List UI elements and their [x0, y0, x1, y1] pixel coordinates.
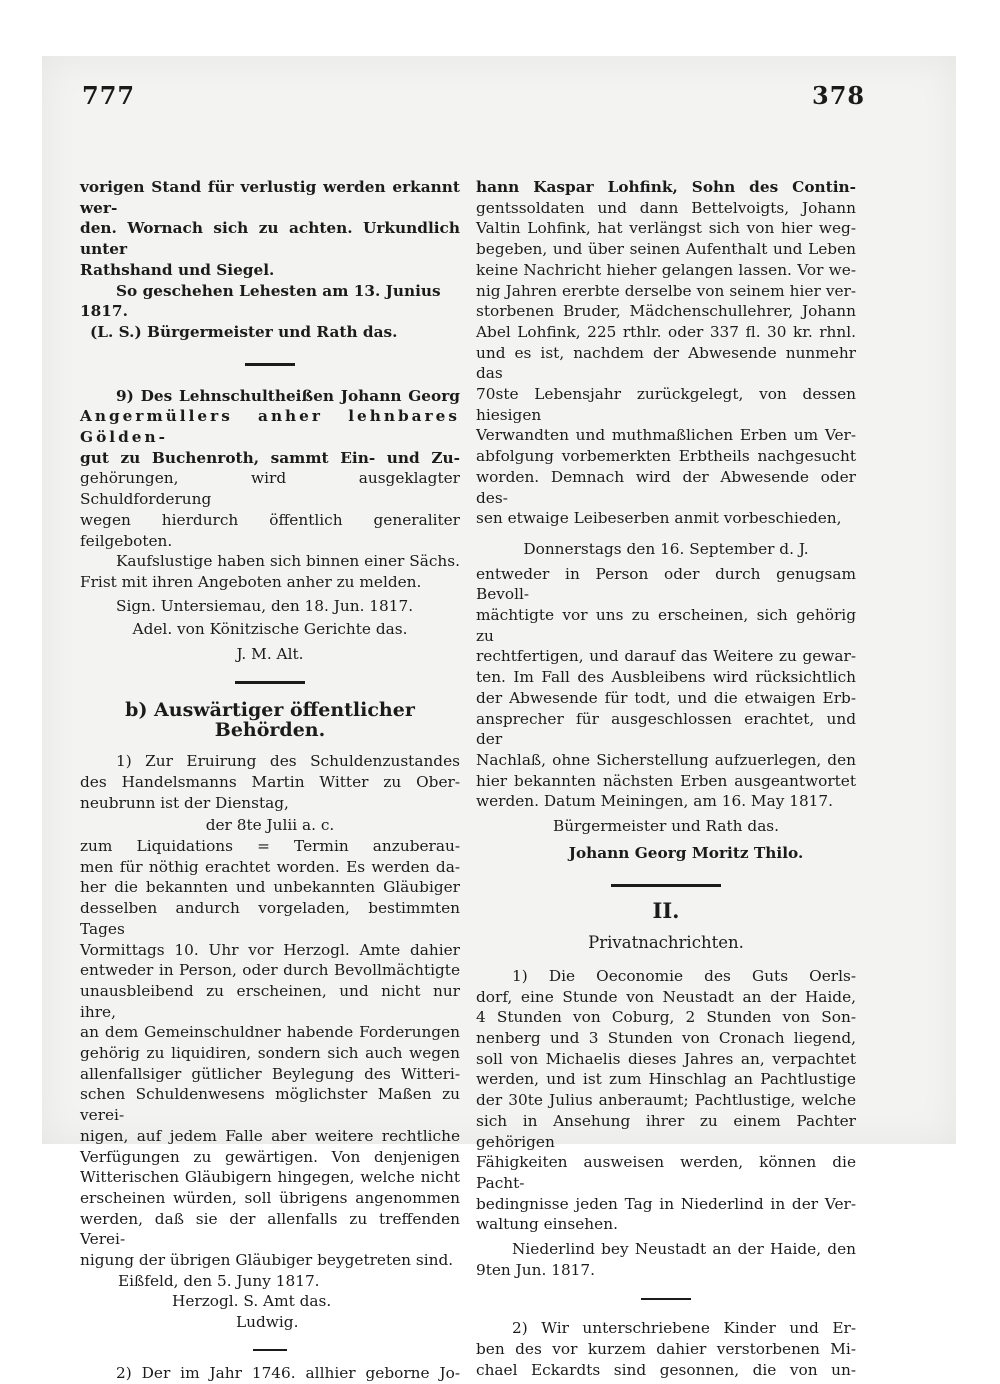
text-line: der 30te Julius anberaumt; Pachtlustige, welche — [476, 1091, 856, 1110]
text-line: Vormittags 10. Uhr vor Herzogl. Amte dahier — [80, 940, 460, 959]
private-notice-1 — [476, 966, 856, 1235]
private-notice-1-place — [476, 1239, 856, 1280]
text-line: 2) Wir unterschriebene Kinder und Er- — [512, 1319, 856, 1338]
text-line: ten. Im Fall des Ausbleibens wird rücksichtlich — [476, 668, 856, 687]
text-line: nigen, auf jedem Falle aber weitere rechtliche — [80, 1126, 460, 1145]
text-line: 9) Des Lehnschultheißen Johann Georg — [116, 386, 460, 405]
text-line: gentssoldaten und dann Bettelvoigts, Johann — [476, 198, 856, 217]
notice-1-date-line: der 8te Julii a. c. — [205, 816, 335, 835]
private-notice-2 — [476, 1318, 856, 1380]
text-line: hier bekannten nächsten Erben ausgeantwortet — [476, 771, 856, 790]
text-line: 1) Die Oeconomie des Guts Oerls- — [512, 966, 856, 985]
notice-1-office: Herzogl. S. Amt das. — [172, 1292, 332, 1311]
notice-9-court: Adel. von Könitzische Gerichte das. — [132, 620, 408, 639]
text-line: keine Nachricht hieher gelangen lassen. Vor we- — [476, 260, 856, 279]
text-line: Angermüllers anher lehnbares Gölden- — [80, 407, 460, 447]
notice-2-signer: Johann Georg Moritz Thilo. — [568, 843, 804, 862]
text-line: gehörig zu liquidiren, sondern sich auch wegen — [80, 1044, 460, 1063]
left-column — [80, 177, 460, 1384]
separator-rule — [235, 681, 305, 684]
text-line: chael Eckardts sind gesonnen, die von un- — [476, 1360, 856, 1379]
text-line: nenberg und 3 Stunden von Cronach liegend, — [476, 1029, 856, 1048]
text-line: der Abwesende für todt, und die etwaigen Erb- — [476, 688, 856, 707]
text-line: zum Liquidations = Termin anzuberau- — [80, 836, 460, 855]
text-line: werden, und ist zum Hinschlag an Pachtlustige — [476, 1070, 856, 1089]
notice-2-body — [476, 564, 856, 812]
text-line: Valtin Lohfink, hat verlängst sich von hier weg- — [476, 219, 856, 238]
text-line: 4 Stunden von Coburg, 2 Stunden von Son- — [476, 1008, 856, 1027]
text-line: 1) Zur Eruirung des Schuldenzustandes — [116, 752, 460, 771]
text-line: wegen hierdurch öffentlich generaliter feilgeboten. — [80, 510, 460, 550]
text-line: nigung der übrigen Gläubiger beygetreten sind. — [80, 1251, 454, 1270]
text-line: Abel Lohfink, 225 rthlr. oder 337 fl. 30 kr. rhnl. — [476, 322, 856, 341]
text-line: Niederlind bey Neustadt an der Haide, den — [512, 1240, 856, 1259]
text-line: entweder in Person oder durch genugsam Bevoll- — [476, 564, 856, 604]
notice-1-body — [80, 836, 460, 1271]
notice-9-place-date: Sign. Untersiemau, den 18. Jun. 1817. — [116, 596, 414, 615]
text-line: ben des vor kurzem dahier verstorbenen Mi- — [476, 1340, 856, 1359]
section-roman-numeral: II. — [652, 897, 680, 923]
text-line: werden, daß sie der allenfalls zu treffenden Verei- — [80, 1209, 460, 1249]
text-line: her die bekannten und unbekannten Gläubiger — [80, 878, 460, 897]
intro-date-line: So geschehen Lehesten am 13. Junius 1817. — [80, 281, 441, 321]
notice-1-signer: Ludwig. — [236, 1313, 299, 1332]
text-line: Witterischen Gläubigern hingegen, welche nicht — [80, 1168, 460, 1187]
text-line: sich in Ansehung ihrer zu einem Pachter gehörigen — [476, 1111, 856, 1151]
separator-rule — [641, 1298, 691, 1300]
text-line: erscheinen würden, soll übrigens angenommen — [80, 1188, 460, 1207]
text-line: bedingnisse jeden Tag in Niederlind in der Ver- — [476, 1194, 856, 1213]
notice-1-title — [80, 751, 460, 813]
text-line: gut zu Buchenroth, sammt Ein- und Zu- — [80, 448, 460, 467]
text-line: dorf, eine Stunde von Neustadt an der Haide, — [476, 987, 856, 1006]
text-line: men für nöthig erachtet worden. Es werden da- — [80, 857, 460, 876]
text-line: Frist mit ihren Angeboten anher zu melden. — [80, 572, 422, 591]
text-line: vorigen Stand für verlustig werden erkannt wer- — [80, 178, 460, 217]
page-number-right: 378 — [812, 81, 866, 110]
text-line: hann Kaspar Lohfink, Sohn des Contin- — [476, 178, 856, 196]
text-line: mächtigte vor uns zu erscheinen, sich gehörig zu — [476, 606, 856, 645]
notice-2-first-line: 2) Der im Jahr 1746. allhier geborne Jo- — [116, 1363, 460, 1382]
text-line: entweder in Person, oder durch Bevollmächtigte — [80, 961, 460, 980]
text-line: gehörungen, wird ausgeklagter Schuldforderung — [80, 469, 460, 509]
text-line: werden. Datum Meiningen, am 16. May 1817. — [476, 792, 834, 811]
text-line: des Handelsmanns Martin Witter zu Ober- — [80, 772, 460, 791]
text-line: ansprecher für ausgeschlossen erachtet, und der — [476, 709, 856, 749]
text-line: 9ten Jun. 1817. — [476, 1260, 595, 1279]
text-line: sen etwaige Leibeserben anmit vorbeschieden, — [476, 509, 842, 528]
separator-rule — [611, 884, 721, 887]
notice-9 — [80, 386, 460, 593]
text-line: 70ste Lebensjahr zurückgelegt, von dessen hiesigen — [476, 385, 856, 424]
separator-rule — [245, 363, 295, 366]
right-column — [476, 177, 856, 1381]
text-line: Fähigkeiten ausweisen werden, können die Pacht- — [476, 1153, 856, 1192]
page-number-left: 777 — [82, 81, 136, 110]
section-b-heading: b) Auswärtiger öffentlicher Behörden. — [125, 698, 415, 742]
text-line: unausbleibend zu erscheinen, und nicht nur ihre, — [80, 981, 460, 1021]
text-line: den. Wornach sich zu achten. Urkundlich unter — [80, 219, 460, 259]
text-line: Verwandten und muthmaßlichen Erben um Ver- — [476, 426, 856, 445]
text-line: Verfügungen zu gewärtigen. Von denjenigen — [80, 1147, 460, 1166]
text-line: storbenen Bruder, Mädchenschullehrer, Johann — [476, 302, 856, 321]
notice-2-continuation — [476, 177, 856, 529]
intro-paragraph — [80, 177, 460, 281]
section-title: Privatnachrichten. — [588, 933, 744, 953]
text-line: Nachlaß, ohne Sicherstellung aufzuerlegen, den — [476, 750, 856, 769]
text-line: abfolgung vorbemerkten Erbtheils nachgesucht — [476, 447, 856, 466]
text-line: rechtfertigen, und darauf das Weitere zu gewar- — [476, 647, 856, 666]
text-line: desselben andurch vorgeladen, bestimmten Tages — [80, 899, 460, 938]
separator-rule — [253, 1349, 287, 1351]
text-line: neubrunn ist der Dienstag, — [80, 793, 289, 812]
text-line: allenfallsiger gütlicher Beylegung des Witteri- — [80, 1064, 460, 1083]
text-line: worden. Demnach wird der Abwesende oder des- — [476, 467, 856, 507]
text-line: an dem Gemeinschuldner habende Forderungen — [80, 1023, 460, 1042]
intro-signature: (L. S.) Bürgermeister und Rath das. — [90, 322, 398, 341]
text-line: begeben, und über seinen Aufenthalt und Leben — [476, 240, 856, 259]
text-line: nig Jahren ererbte derselbe von seinem hier ver- — [476, 281, 856, 300]
text-line: soll von Michaelis dieses Jahres an, verpachtet — [476, 1049, 856, 1068]
text-line: und es ist, nachdem der Abwesende nunmehr das — [476, 343, 856, 383]
text-line: Rathshand und Siegel. — [80, 260, 275, 279]
notice-2-authority: Bürgermeister und Rath das. — [552, 817, 780, 836]
text-line: schen Schuldenwesens möglichster Maßen zu verei- — [80, 1085, 460, 1125]
text-line: Kaufslustige haben sich binnen einer Sächs. — [116, 552, 460, 571]
notice-1-place-date: Eißfeld, den 5. Juny 1817. — [118, 1271, 320, 1290]
notice-2-date-line: Donnerstags den 16. September d. J. — [523, 539, 809, 558]
text-line: waltung einsehen. — [476, 1215, 618, 1234]
notice-9-signer: J. M. Alt. — [236, 645, 304, 664]
